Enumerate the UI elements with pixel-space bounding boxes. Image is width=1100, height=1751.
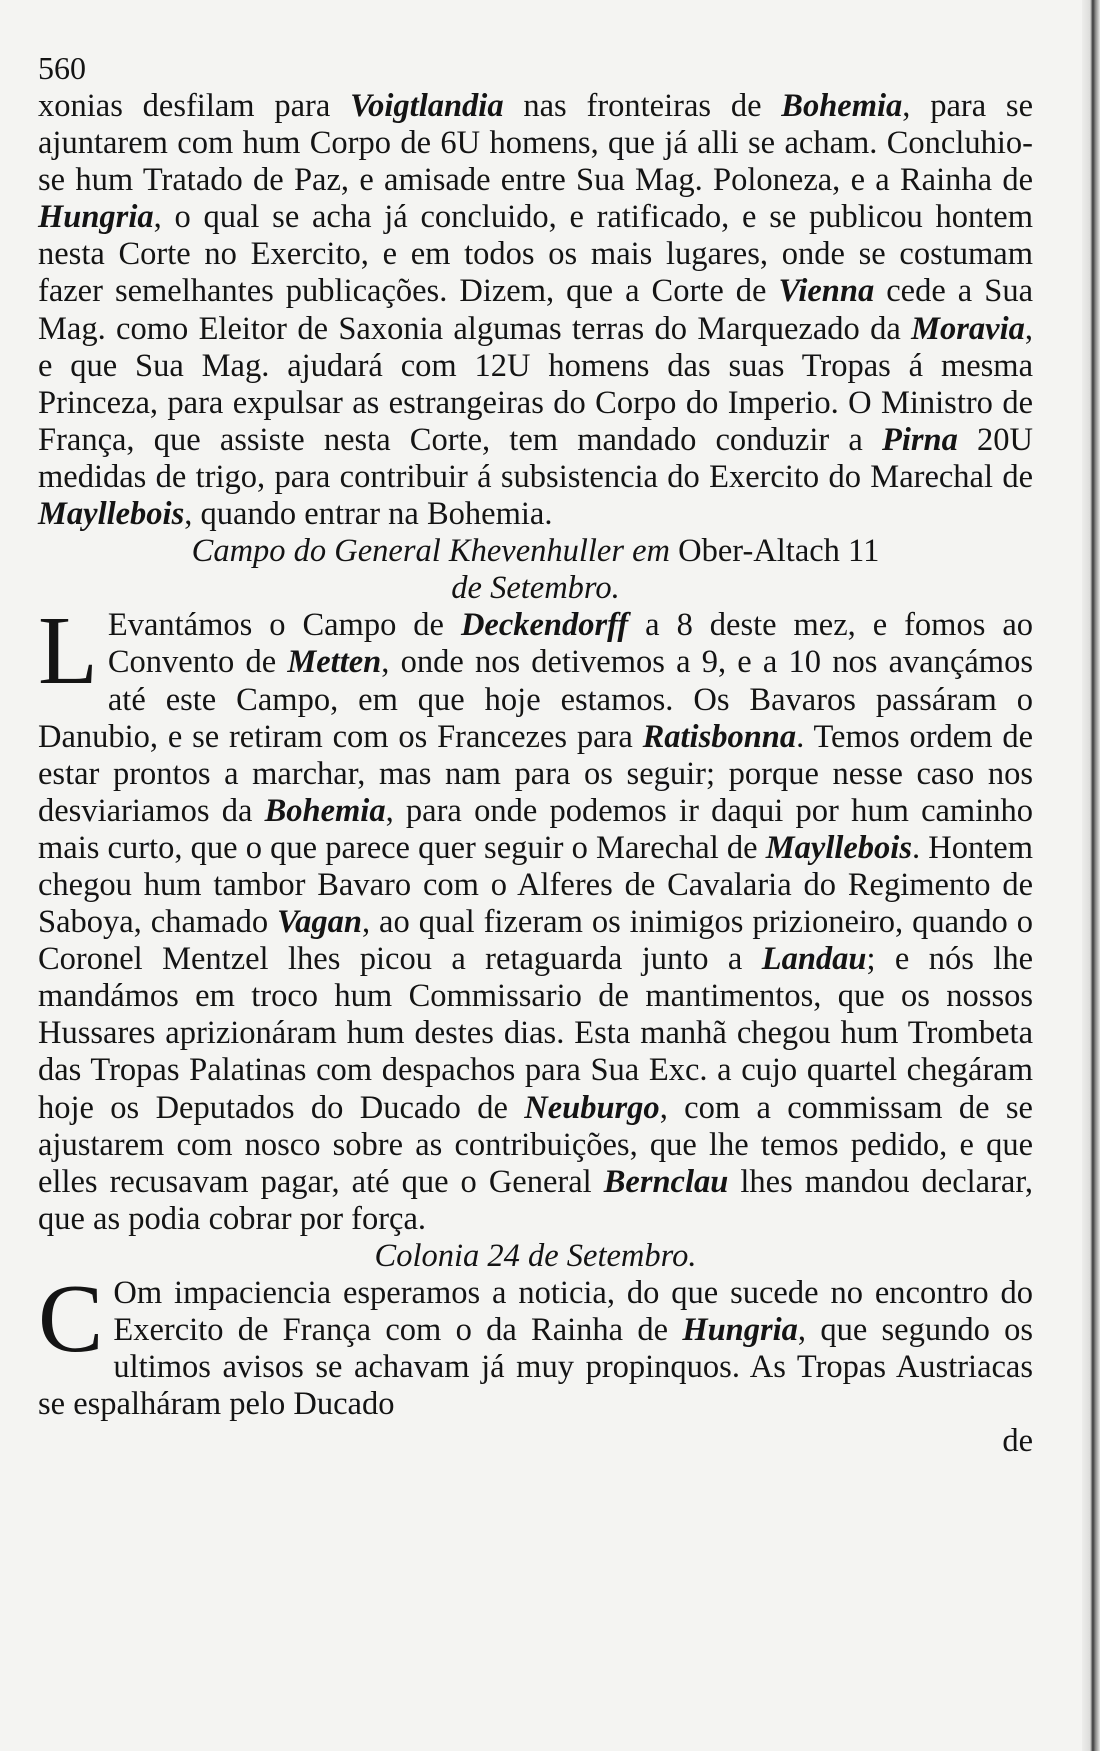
paragraph — [38, 88, 1033, 533]
text-run: ; e nós lhe mandámos em troco hum Commissario de mantimentos, que os nossos Hussares aprizionáram hum destes dias. Esta manhã chegou hum Trombeta das Tropas Palatinas com despachos para Sua Exc. a cujo quartel chegáram hoje os Deputados do Ducado de — [38, 941, 1034, 1126]
text-run: , quando entrar na Bohemia. — [184, 496, 553, 533]
drop-cap: C — [38, 1265, 104, 1373]
text-run: , o qual se acha já concluido, e ratificado, e se publicou hontem nesta Corte no Exercito, e em todos os mais lugares, onde se costumam fazer semelhantes publicações. Dizem, que a Corte de — [38, 199, 1033, 310]
italic-text: de Setembro. — [451, 570, 620, 607]
paragraph — [38, 1265, 1033, 1423]
italic-text: Hungria — [38, 199, 154, 236]
italic-text: Metten — [287, 644, 382, 681]
body-text — [38, 88, 1033, 1460]
section-heading — [38, 1238, 1033, 1275]
text-run: 20U medidas de trigo, para contribuir á subsistencia do Exercito do Marechal de — [38, 421, 1033, 495]
italic-text: Mayllebois — [38, 496, 185, 533]
page-edge-shadow — [1082, 0, 1100, 1751]
text-run: Om impaciencia esperamos a noticia, do que sucede no encontro do Exercito de França com o da Rainha de — [113, 1275, 1033, 1349]
text-run: a 8 deste mez, e fomos ao Convento de — [107, 607, 1033, 681]
text-run: , para onde podemos ir daqui por hum caminho mais curto, que o que parece quer seguir o Marechal de — [38, 792, 1033, 866]
italic-text: Hungria — [682, 1312, 798, 1349]
text-run: , que segundo os ultimos avisos se achavam já muy propinquos. As Tropas Austriacas se espalháram pelo Ducado — [38, 1312, 1033, 1423]
italic-text: Deckendorff — [460, 607, 629, 644]
italic-text: Pirna — [881, 421, 958, 458]
italic-text: Neuburgo — [524, 1089, 660, 1126]
italic-text: Bohemia — [264, 792, 386, 829]
text-run: xonias desfilam para — [38, 88, 351, 124]
text-run: lhes mandou declarar, que as podia cobrar por força. — [38, 1163, 1033, 1237]
text-run: , com a commissam de se ajustarem com nosco sobre as contribuições, que lhe temos pedido, e que elles recusavam pagar, até que o General — [38, 1089, 1033, 1200]
drop-cap: L — [38, 597, 98, 706]
text-run: Ober-Altach 11 — [678, 533, 880, 570]
text-run: , ao qual fizeram os inimigos prizioneiro, quando o Coronel Mentzel lhes picou a retaguarda junto a — [38, 904, 1033, 978]
paragraph — [38, 597, 1034, 1238]
italic-text: Vienna — [778, 273, 875, 310]
italic-text: Bohemia — [781, 88, 903, 124]
text-run: , onde nos detivemos a 9, e a 10 nos avançámos até este Campo, em que hoje estamos. Os Bavaros passáram o Danubio, e se retiram com os Francezes para — [38, 644, 1033, 755]
text-run: Evantámos o Campo de — [107, 607, 461, 644]
italic-text: Landau — [761, 941, 867, 978]
text-run: , e que Sua Mag. ajudará com 12U homens das suas Tropas á mesma Princeza, para expulsar as estrangeiras do Corpo do Imperio. O Ministro de França, que assiste nesta Corte, tem mandado conduzir a — [38, 310, 1033, 458]
italic-text: Voigtlandia — [350, 88, 504, 124]
italic-text: Ratisbonna — [642, 718, 797, 755]
text-run: , para se ajuntarem com hum Corpo de 6U homens, que já alli se acham. Concluhio-se hum Tratado de Paz, e amisade entre Sua Mag. Poloneza, e a Rainha de — [38, 88, 1034, 199]
italic-text: Campo do General Khevenhuller em — [191, 533, 679, 570]
italic-text: Mayllebois — [765, 829, 912, 866]
text-run: nas fronteiras de — [503, 88, 782, 124]
page-number: 560 — [38, 50, 86, 86]
text-run: . Temos ordem de estar prontos a marchar, mas nam para os seguir; porque nesse caso nos desviariamos da — [38, 718, 1033, 829]
italic-text: Colonia 24 de Setembro. — [374, 1237, 697, 1274]
text-run: . Hontem chegou hum tambor Bavaro com o Alferes de Cavalaria do Regimento de Saboya, chamado — [38, 829, 1033, 941]
italic-text: Vagan — [277, 904, 362, 941]
section-heading — [38, 533, 1033, 607]
italic-text: Bernclau — [603, 1163, 729, 1200]
italic-text: Moravia — [911, 310, 1025, 347]
text-run: cede a Sua Mag. como Eleitor de Saxonia algumas terras do Marquezado da — [38, 273, 1033, 347]
catchword: de — [1002, 1423, 1033, 1460]
